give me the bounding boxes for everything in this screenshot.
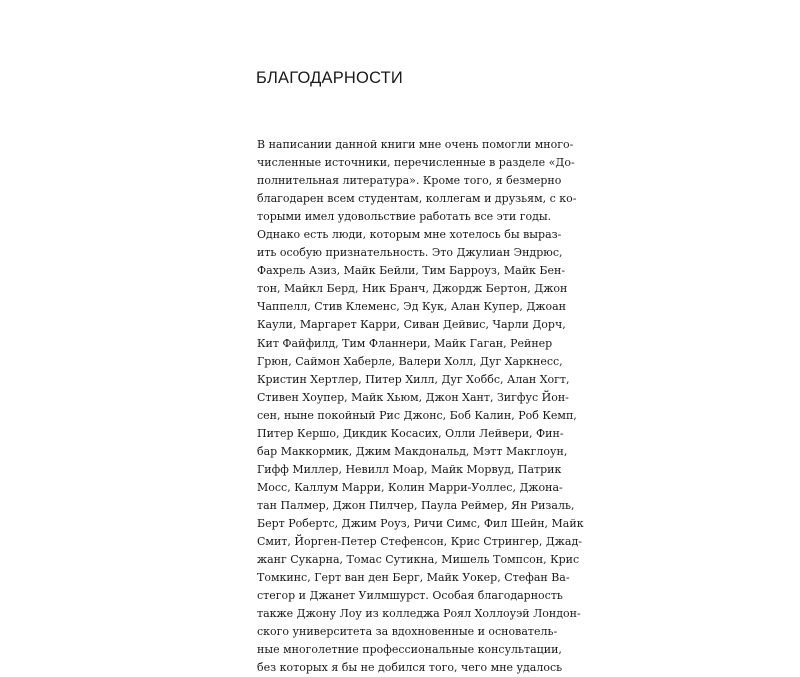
text-line: Смит, Йорген-Петер Стефенсон, Крис Стрингер, Джад-: [257, 535, 582, 549]
text-line: ить особую признательность. Это Джулиан Эндрюс,: [257, 246, 563, 260]
text-line: Томкинс, Герт ван ден Берг, Майк Уокер, Стефан Ва-: [257, 571, 570, 585]
body-paragraph: [257, 136, 584, 677]
text-line: сен, ныне покойный Рис Джонс, Боб Калин, Роб Кемп,: [257, 408, 577, 422]
text-line: полнительная литература». Кроме того, я безмерно: [257, 174, 562, 188]
text-line: Кит Файфилд, Тим Фланнери, Майк Гаган, Рейнер: [257, 336, 553, 350]
text-line: Питер Кершо, Дикдик Косасих, Олли Лейвери, Фин-: [257, 426, 564, 440]
text-line: Кристин Хертлер, Питер Хилл, Дуг Хоббс, Алан Хогт,: [257, 372, 570, 386]
text-line: стегор и Джанет Уилмшурст. Особая благодарность: [257, 589, 563, 603]
text-line: Чаппелл, Стив Клеменс, Эд Кук, Алан Купер, Джоан: [257, 300, 566, 314]
text-line: без которых я бы не добился того, чего мне удалось: [257, 661, 563, 675]
text-line: В написании данной книги мне очень помогли много-: [257, 138, 574, 151]
text-line: Мосс, Каллум Марри, Колин Марри-Уоллес, Джона-: [257, 480, 563, 494]
text-line: Грюн, Саймон Хаберле, Валери Холл, Дуг Харкнесс,: [257, 354, 563, 368]
text-line: ского университета за вдохновенные и основатель-: [257, 625, 558, 639]
text-line: тон, Майкл Берд, Ник Бранч, Джордж Бертон, Джон: [257, 282, 568, 296]
text-line: ные многолетние профессиональные консультации,: [257, 643, 562, 657]
text-line: бар Маккормик, Джим Макдональд, Мэтт Макглоун,: [257, 444, 568, 458]
text-line: Однако есть люди, которым мне хотелось бы выраз-: [257, 228, 562, 242]
text-line: Фахрель Азиз, Майк Бейли, Тим Барроуз, Майк Бен-: [257, 264, 566, 278]
text-line: Стивен Хоупер, Майк Хьюм, Джон Хант, Зигфус Йон-: [257, 390, 569, 404]
text-line: Каули, Маргарет Карри, Сиван Дейвис, Чарли Дорч,: [257, 318, 566, 332]
text-line: численные источники, перечисленные в разделе «До-: [257, 156, 575, 170]
chapter-heading: БЛАГОДАРНОСТИ: [256, 69, 403, 87]
text-line: торыми имел удовольствие работать все эти годы.: [257, 210, 552, 224]
text-line: жанг Сукарна, Томас Сутикна, Мишель Томпсон, Крис: [257, 553, 580, 567]
text-line: тан Палмер, Джон Пилчер, Паула Реймер, Ян Ризаль,: [257, 498, 575, 512]
text-line: также Джону Лоу из колледжа Роял Холлоуэй Лондон-: [257, 607, 581, 621]
text-line: благодарен всем студентам, коллегам и друзьям, с ко-: [257, 192, 577, 206]
text-line: Берт Робертс, Джим Роуз, Ричи Симс, Фил Шейн, Майк: [257, 516, 584, 530]
text-line: Гифф Миллер, Невилл Моар, Майк Морвуд, Патрик: [257, 462, 562, 476]
